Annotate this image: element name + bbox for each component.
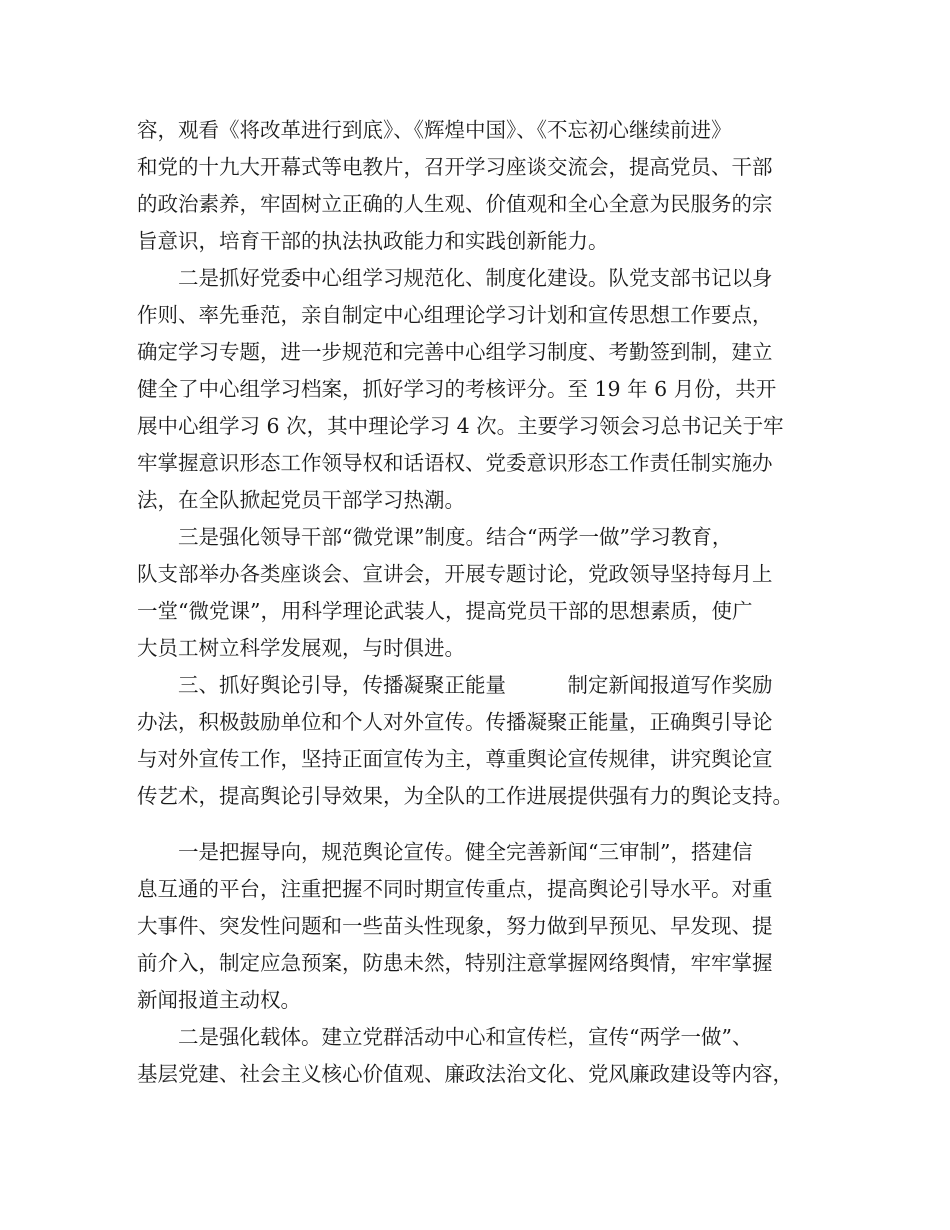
text-line: 与对外宣传工作，坚持正面宣传为主，尊重舆论宣传规律，讲究舆论宣 (137, 747, 773, 771)
text-line: 健全了中心组学习档案，抓好学习的考核评分。至 19 年 6 月份，共开 (137, 377, 777, 401)
text-line: 基层党建、社会主义核心价值观、廉政法治文化、党风廉政建设等内容， (137, 1062, 793, 1086)
text-line: 牢掌握意识形态工作领导权和话语权、党委意识形态工作责任制实施办 (137, 451, 773, 475)
text-line: 确定学习专题，进一步规范和完善中心组学习制度、考勤签到制，建立 (137, 340, 773, 364)
text-line: 二是强化载体。建立党群活动中心和宣传栏，宣传“两学一做”、 (178, 1025, 753, 1049)
text-line: 容，观看《将改革进行到底》、《辉煌中国》、《不忘初心继续前进》 (137, 118, 732, 142)
text-line: 作则、率先垂范，亲自制定中心组理论学习计划和宣传思想工作要点， (137, 303, 773, 327)
text-line: 传艺术，提高舆论引导效果，为全队的工作进展提供强有力的舆论支持。 (137, 784, 793, 808)
text-line: 展中心组学习 6 次，其中理论学习 4 次。主要学习领会习总书记关于牢 (137, 414, 784, 438)
text-line: 新闻报道主动权。 (137, 988, 301, 1012)
text-line: 一是把握导向，规范舆论宣传。健全完善新闻“三审制”，搭建信 (178, 840, 753, 864)
text-line: 的政治素养，牢固树立正确的人生观、价值观和全心全意为民服务的宗 (137, 192, 773, 216)
text-line: 大事件、突发性问题和一些苗头性现象，努力做到早预见、早发现、提 (137, 914, 773, 938)
text-line: 息互通的平台，注重把握不同时期宣传重点，提高舆论引导水平。对重 (137, 877, 773, 901)
section-heading-line: 三、抓好舆论引导，传播凝聚正能量 制定新闻报道写作奖励 (178, 673, 773, 697)
text-line: 大员工树立科学发展观，与时俱进。 (137, 636, 465, 660)
text-line: 法，在全队掀起党员干部学习热潮。 (137, 488, 465, 512)
text-line: 二是抓好党委中心组学习规范化、制度化建设。队党支部书记以身 (178, 266, 773, 290)
text-line: 前介入，制定应急预案，防患未然，特别注意掌握网络舆情，牢牢掌握 (137, 951, 773, 975)
text-line: 旨意识，培育干部的执法执政能力和实践创新能力。 (137, 229, 609, 253)
text-line: 一堂“微党课”，用科学理论武装人，提高党员干部的思想素质，使广 (137, 599, 753, 623)
text-line: 办法，积极鼓励单位和个人对外宣传。传播凝聚正能量，正确舆引导论 (137, 710, 773, 734)
text-line: 和党的十九大开幕式等电教片，召开学习座谈交流会，提高党员、干部 (137, 155, 773, 179)
text-line: 三是强化领导干部“微党课”制度。结合“两学一做”学习教育， (178, 525, 733, 549)
text-line: 队支部举办各类座谈会、宣讲会，开展专题讨论，党政领导坚持每月上 (137, 562, 773, 586)
